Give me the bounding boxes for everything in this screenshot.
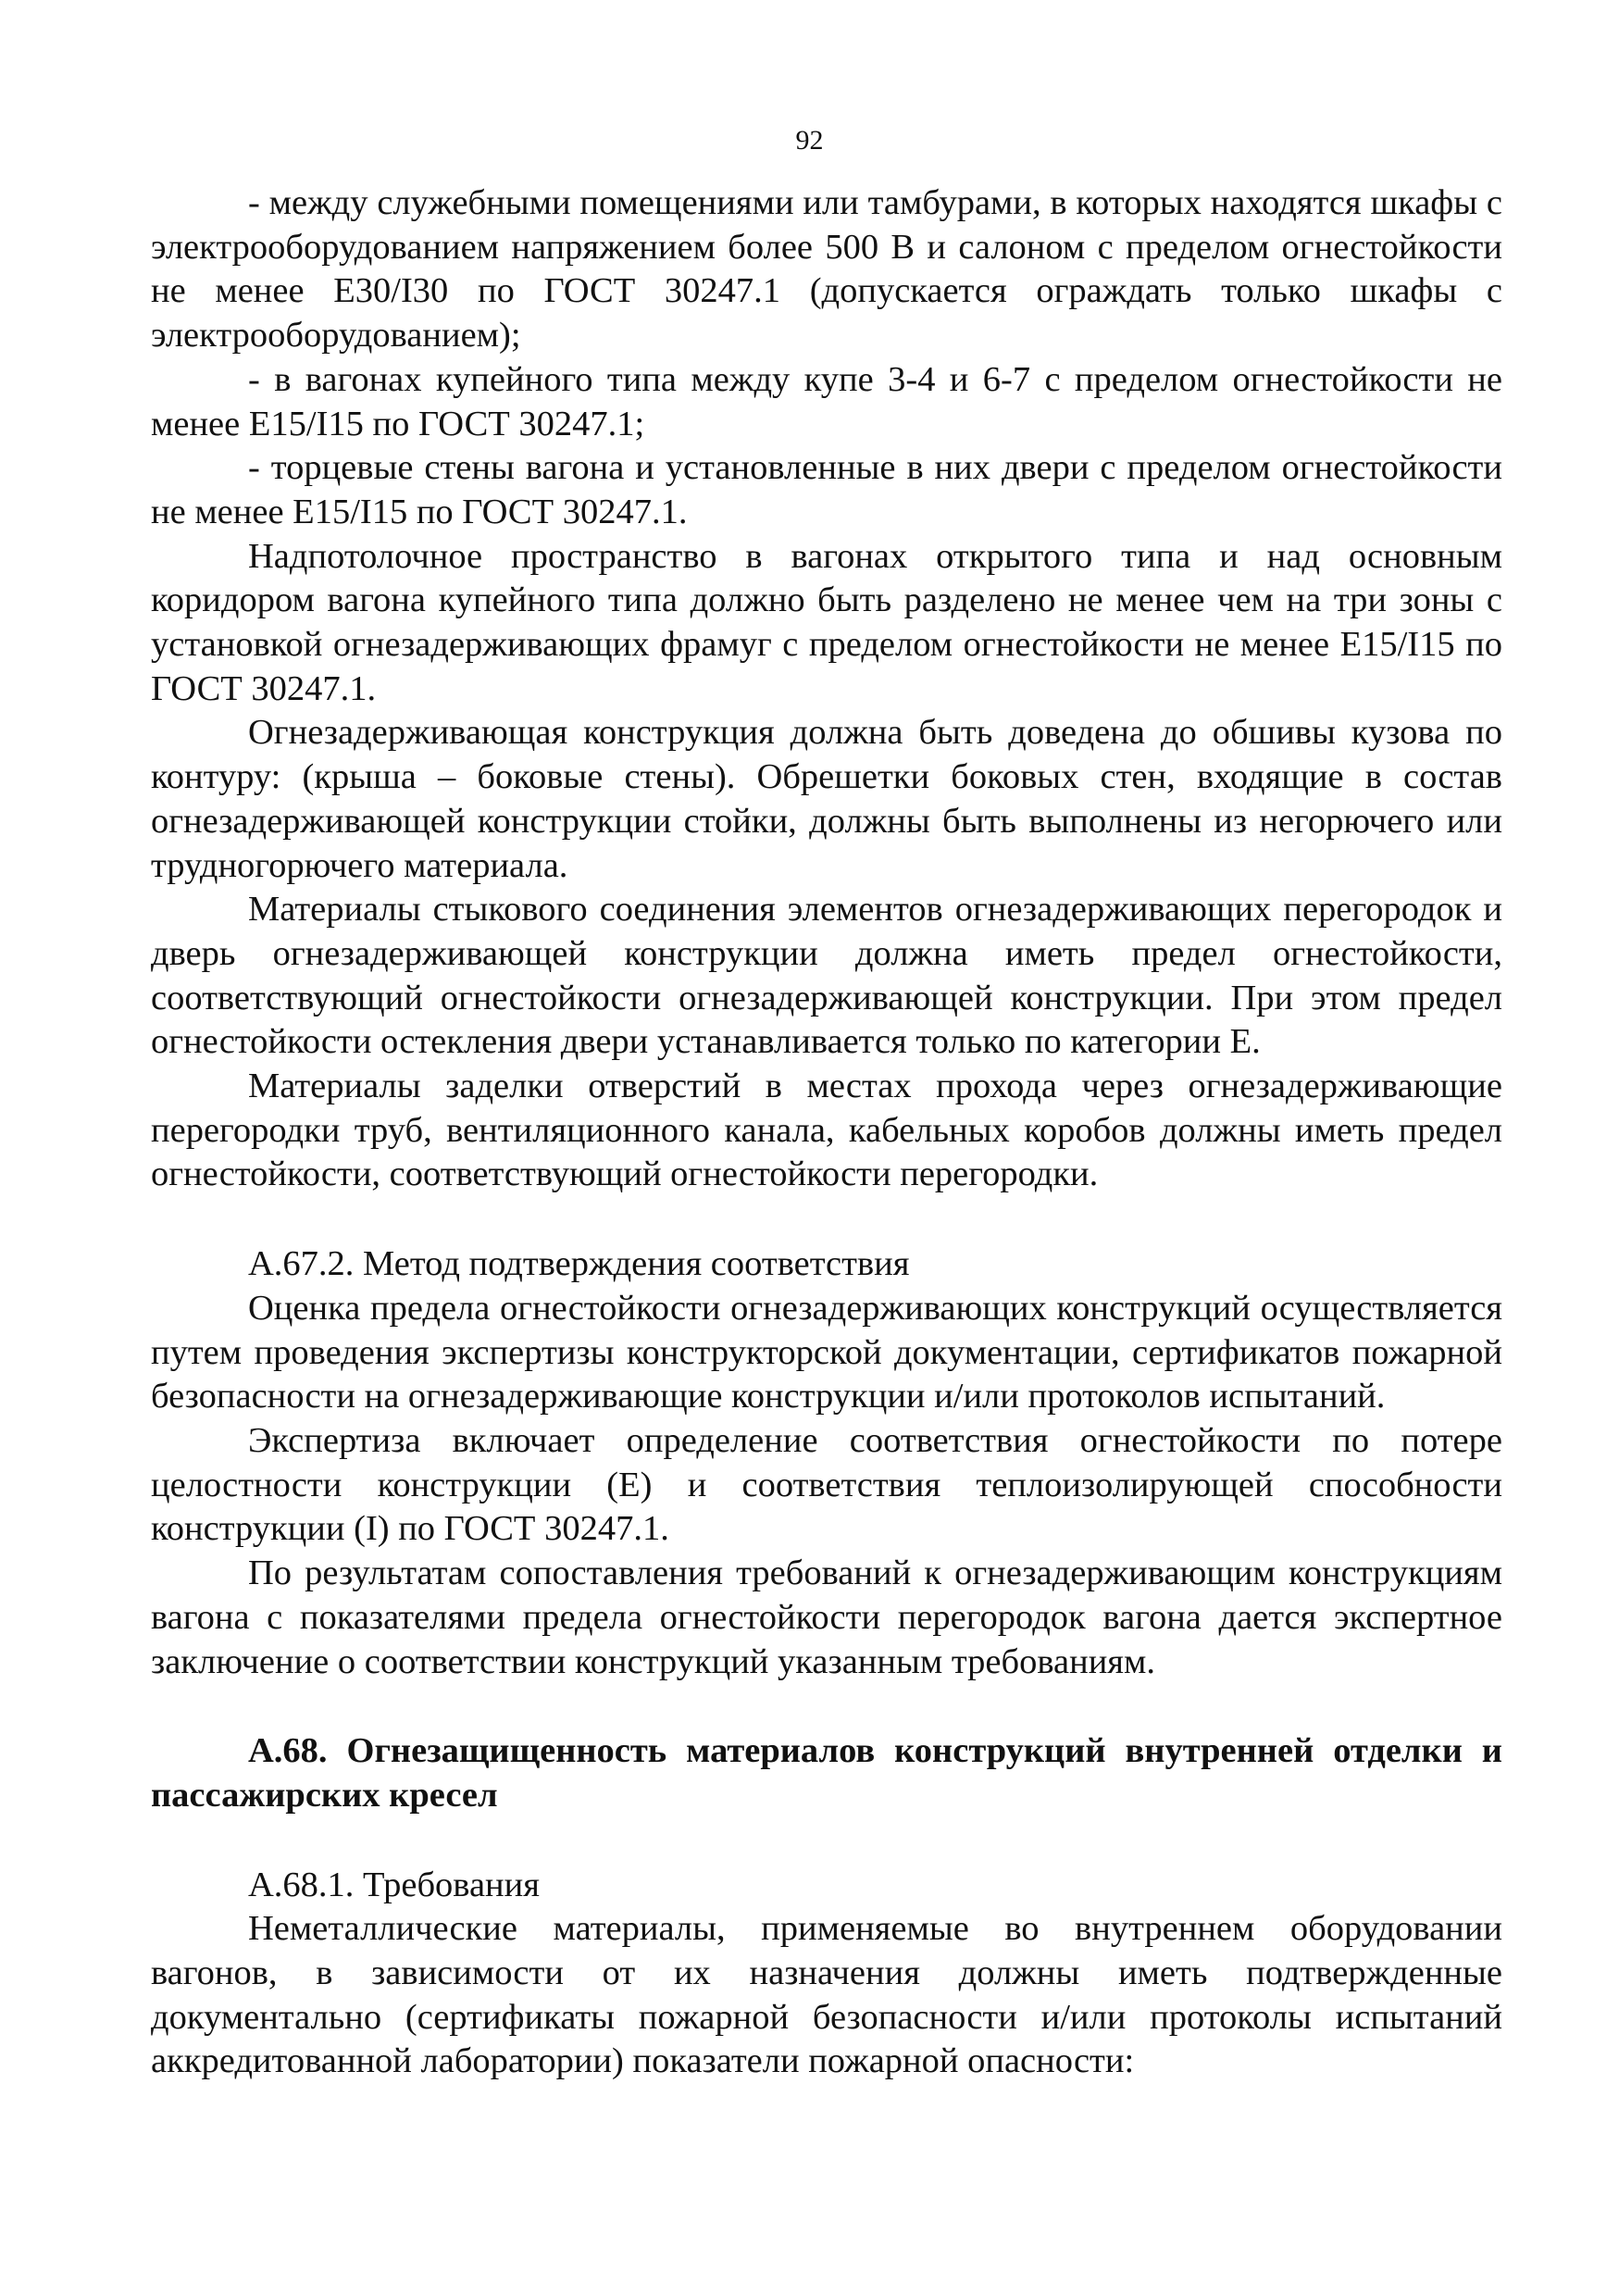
paragraph: По результатам сопоставления требований к огнезадерживающим конструкциям вагона с показателями предела огнестойкости перегородок вагона дается экспертное заключение о соответствии конструкций указанным требованиям.	[151, 1554, 1502, 1681]
section-heading: А.68. Огнезащищенность материалов конструкций внутренней отделки и пассажирских кресел	[151, 1731, 1502, 1815]
paragraph: Оценка предела огнестойкости огнезадерживающих конструкций осуществляется путем проведения экспертизы конструкторской документации, сертификатов пожарной безопасности на огнезадерживающие конструкции и/или протоколов испытаний.	[151, 1288, 1502, 1416]
subsection-heading: А.68.1. Требования	[248, 1865, 540, 1904]
paragraph: - торцевые стены вагона и установленные в них двери с пределом огнестойкости не менее E15/I15 по ГОСТ 30247.1.	[151, 448, 1502, 531]
page-number: 92	[795, 125, 824, 156]
spacer	[151, 1818, 1502, 1864]
paragraph: Неметаллические материалы, применяемые во внутреннем оборудовании вагонов, в зависимости от их назначения должны иметь подтвержденные документально (сертификаты пожарной безопасности и/или протоколы испытаний аккредитованной лаборатории) показатели пожарной опасности:	[151, 1909, 1502, 2081]
paragraph: - в вагонах купейного типа между купе 3-4 и 6-7 с пределом огнестойкости не менее E15/I15 по ГОСТ 30247.1;	[151, 359, 1502, 443]
paragraph: - между служебными помещениями или тамбурами, в которых находятся шкафы с электрооборудованием напряжением более 500 В и салоном с пределом огнестойкости не менее Е30/I30 по ГОСТ 30247.1 (допускается ограждать только шкафы с электрооборудованием);	[151, 183, 1502, 356]
paragraph: Экспертиза включает определение соответствия огнестойкости по потере целостности конструкции (Е) и соответствия теплоизолирующей способности конструкции (I) по ГОСТ 30247.1.	[151, 1420, 1502, 1549]
spacer	[151, 1197, 1502, 1242]
paragraph: Огнезадерживающая конструкция должна быть доведена до обшивы кузова по контуру: (крыша – боковые стены). Обрешетки боковых стен, входящие в состав огнезадерживающей конструкции стойки, должны быть выполнены из негорючего или трудногорючего материала.	[151, 713, 1502, 885]
paragraph: Материалы стыкового соединения элементов огнезадерживающих перегородок и дверь огнезадерживающей конструкции должна иметь предел огнестойкости, соответствующий огнестойкости огнезадерживающей конструкции. При этом предел огнестойкости остекления двери устанавливается только по категории Е.	[151, 890, 1502, 1062]
paragraph: Надпотолочное пространство в вагонах открытого типа и над основным коридором вагона купейного типа должно быть разделено не менее чем на три зоны с установкой огнезадерживающих фрамуг с пределом огнестойкости не менее E15/I15 по ГОСТ 30247.1.	[151, 536, 1502, 708]
page-content	[151, 181, 1502, 2084]
subsection-heading: А.67.2. Метод подтверждения соответствия	[248, 1244, 910, 1284]
paragraph: Материалы заделки отверстий в местах прохода через огнезадерживающие перегородки труб, вентиляционного канала, кабельных коробов должны иметь предел огнестойкости, соответствующий огнестойкости перегородки.	[151, 1067, 1502, 1194]
spacer	[151, 1684, 1502, 1729]
